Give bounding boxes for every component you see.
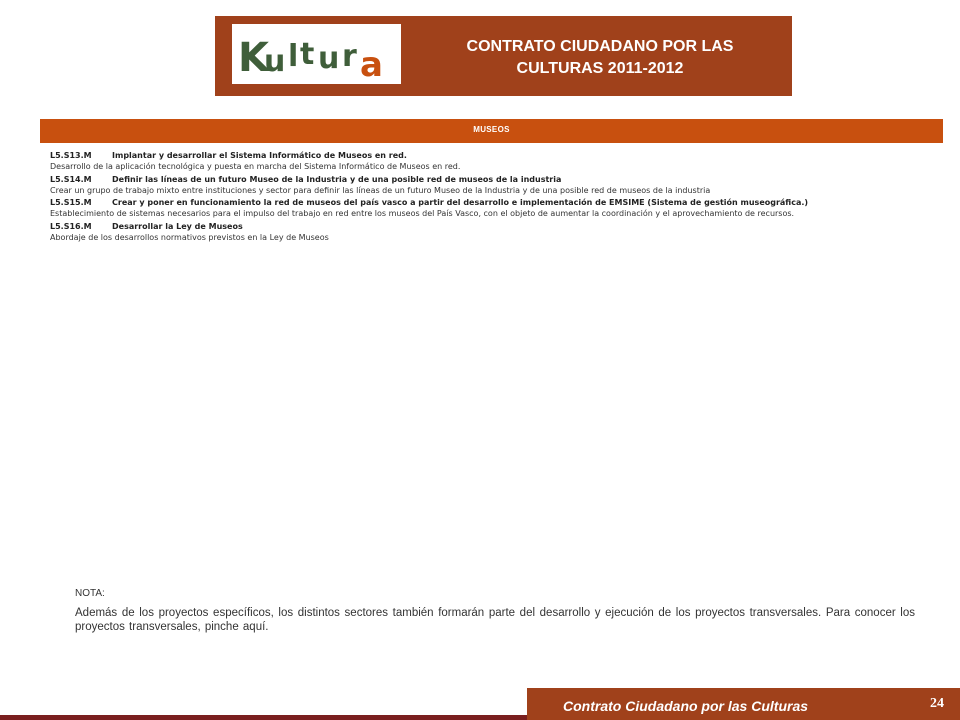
svg-text:u: u (264, 44, 284, 79)
list-item (50, 150, 943, 173)
entry-title: Desarrollar la Ley de Museos (112, 221, 243, 231)
entry-heading (50, 174, 943, 186)
section-label: MUSEOS (473, 125, 510, 134)
page-number: 24 (930, 696, 944, 711)
svg-text:u: u (318, 41, 340, 76)
project-list (50, 150, 943, 244)
entry-heading (50, 197, 943, 209)
entry-title: Implantar y desarrollar el Sistema Informático de Museos en red. (112, 151, 407, 160)
svg-text:a: a (360, 45, 383, 84)
footer-bar (527, 688, 960, 720)
nota-label: NOTA: (75, 588, 105, 599)
svg-text:K: K (238, 35, 266, 81)
title-line-2: CULTURAS 2011-2012 (516, 60, 684, 77)
entry-description: Establecimiento de sistemas necesarios para el impulso del trabajo en red entre los museos del País Vasco, con el objeto de aumentar la coordinación y el aprovechamiento de recursos. (50, 209, 795, 218)
header-banner (215, 16, 792, 96)
list-item (50, 221, 943, 244)
entry-description: Abordaje de los desarrollos normativos previstos en la Ley de Museos (50, 232, 329, 242)
entry-heading (50, 150, 943, 162)
entry-code: L5.S14.M (50, 174, 92, 184)
entry-code: L5.S15.M (50, 198, 92, 207)
list-item (50, 197, 943, 220)
section-header-bar (40, 119, 943, 143)
entry-heading (50, 221, 943, 233)
svg-text:t: t (300, 37, 315, 72)
nota-text[interactable]: Además de los proyectos específicos, los distintos sectores también formarán parte del desarrollo y ejecución de los proyectos transversales. Para conocer los proyectos transversales, pinche aquí. (75, 607, 915, 633)
entry-description: Desarrollo de la aplicación tecnológica y puesta en marcha del Sistema Informático de Museos en red. (50, 162, 461, 171)
entry-title: Definir las líneas de un futuro Museo de la Industria y de una posible red de museos de la industria (112, 174, 562, 184)
entry-code: L5.S13.M (50, 151, 92, 160)
list-item (50, 174, 943, 197)
title-line-1: CONTRATO CIUDADANO POR LAS (466, 38, 734, 55)
svg-text:r: r (342, 39, 357, 74)
footer-text: Contrato Ciudadano por las Culturas (563, 698, 809, 714)
entry-title: Crear y poner en funcionamiento la red de museos del país vasco a partir del desarrollo e implementación de EMSIME (Sistema de gestión museográfica.) (112, 198, 809, 207)
page-title (415, 36, 785, 80)
kultura-logo (232, 24, 401, 84)
svg-text:l: l (288, 39, 299, 74)
kultura-logo-icon (232, 24, 401, 84)
entry-code: L5.S16.M (50, 221, 92, 231)
entry-description: Crear un grupo de trabajo mixto entre instituciones y sector para definir las líneas de un futuro Museo de la Industria y de una posible red de museos de la industria (50, 185, 711, 195)
